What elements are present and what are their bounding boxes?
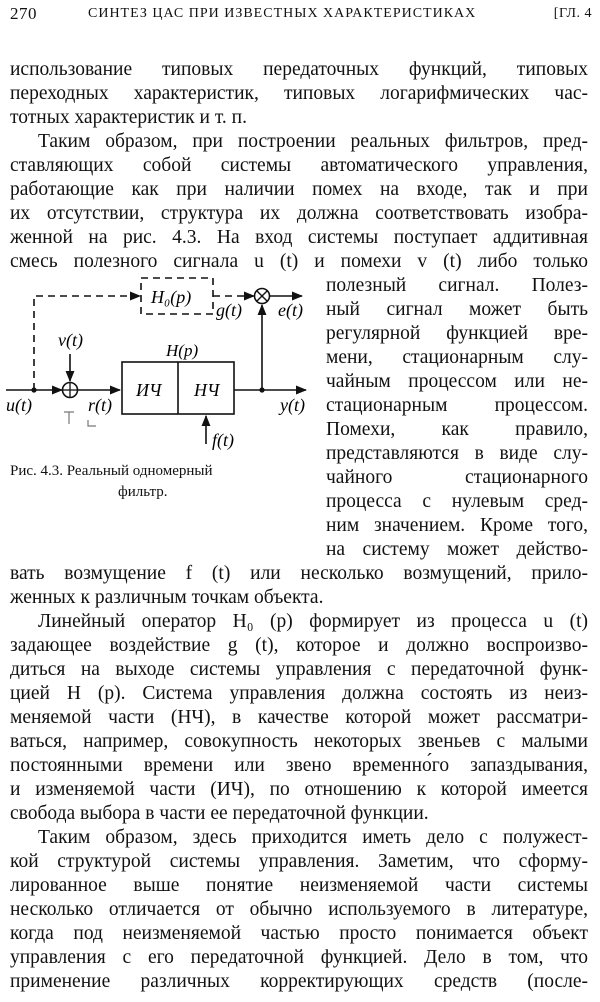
text-line: использование типовых передаточных функций, типовых [10,59,588,80]
text-line: процесса с нулевым сред- [326,491,588,512]
text-line: ним значением. Кроме того, [326,515,588,536]
text-line: стационарным процессом. [326,395,588,416]
text-line: Таким образом, здесь приходится иметь дело с полужест- [38,827,588,848]
text-line: чайного стационарного [326,467,588,488]
text-line: представляются в виде слу- [326,443,588,464]
ut-label: u(t) [6,395,32,415]
ich-label: ИЧ [136,380,162,400]
dashed-line [34,296,140,390]
h0-label: H₀(p) [151,287,192,307]
figure-caption-cont: фильтр. [118,484,168,500]
text-line: цией H (p). Система управления должна состоять из неиз- [10,683,588,704]
text-line: Таким образом, при построении реальных фильтров, пред- [38,131,588,152]
text-line: применение различных корректирующих средств (после- [10,971,588,992]
vt-label: v(t) [58,330,83,350]
running-title: СИНТЕЗ ЦАС ПРИ ИЗВЕСТНЫХ ХАРАКТЕРИСТИКАХ [88,6,477,21]
chapter-marker: [ГЛ. 4 [553,6,592,21]
text-line: чайным процессом или не- [326,371,588,392]
et-label: e(t) [278,300,303,320]
text-line: свобода выбора в части ее передаточной функции. [10,803,429,824]
text-line: ваться, например, совокупность некоторых звеньев с малыми [10,731,588,752]
text-line: меняемой части (НЧ), в качестве которой может рассматри- [10,707,588,728]
text-line: регулярной функцией вре- [326,323,588,344]
text-line: управления с его передаточной функцией. Дело в том, что [10,947,588,968]
text-line: женной на рис. 4.3. На вход системы поступает аддитивная [10,227,588,248]
text-line: на систему может действо- [326,539,588,560]
text-line: работающие как при наличии помех на входе, так и при [10,179,588,200]
text-line: Линейный оператор H₀ (p) формирует из процесса u (t) [38,611,588,632]
text-line: ставляющих собой системы автоматического управления, [10,155,588,176]
text-line: Помехи, как правило, [326,419,588,440]
text-line: смесь полезного сигнала u (t) и помехи v (t) либо только [10,251,588,272]
text-line: женных к различным точкам объекта. [10,587,324,608]
text-line: вать возмущение f (t) или несколько возмущений, прило- [10,563,588,584]
figure-caption: Рис. 4.3. Реальный одномерный [10,463,213,479]
text-line: кой структурой системы управления. Заметим, что сформу- [10,851,588,872]
ft-label: f(t) [212,430,234,450]
text-line: когда под неизменяемой частью просто понимается объект [10,923,588,944]
text-line [10,994,588,1002]
block-diagram [4,264,320,454]
nch-label: НЧ [194,380,220,400]
text-line: и изменяемой части (ИЧ), по отношению к которой имеется [10,779,588,800]
text-line: мени, стационарным слу- [326,347,588,368]
text-line: тотных характеристик и т. п. [10,107,247,128]
hp-label: H(p) [166,341,199,360]
gt-label: g(t) [216,300,242,320]
text-line: постоянными времени или звено временно́го запаздывания, [10,755,588,776]
text-line: несколько отличается от обычно используемого в литературе, [10,899,588,920]
page-number: 270 [10,4,37,23]
page-header [10,4,592,30]
yt-label: y(t) [280,395,305,415]
text-line: диться на выходе системы управления с передаточной функ- [10,659,588,680]
text-line: лированное выше понятие неизменяемой части системы [10,875,588,896]
text-line: ный сигнал может быть [326,299,588,320]
text-line: полезный сигнал. Полез- [326,275,588,296]
text-line: переходных характеристик, типовых логарифмических час- [10,83,588,104]
text-line: их отсутствии, структура их должна соответствовать изобра- [10,203,588,224]
rt-label: r(t) [88,395,112,415]
text-line: задающее воздействие g (t), которое и должно воспроизво- [10,635,588,656]
